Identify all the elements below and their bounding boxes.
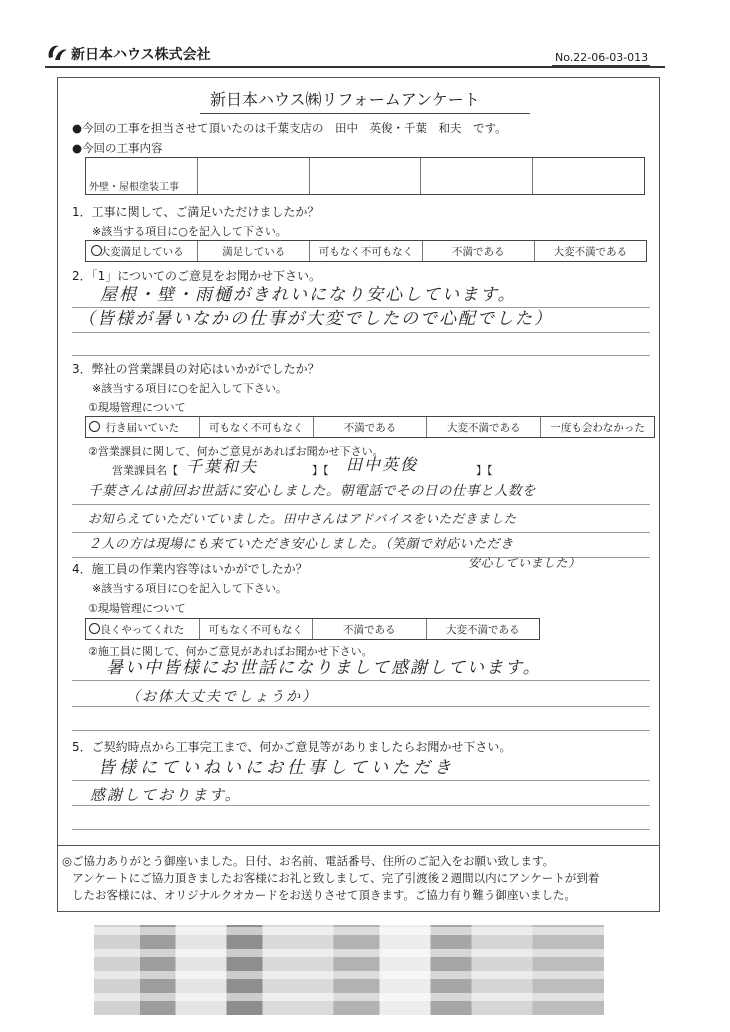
q3-options [85,416,655,438]
q3-answer-line: 安心していました） [468,556,581,570]
q4-selected-circle [89,623,100,634]
answer-rule [72,680,650,681]
q4-answer-line: （お体大丈夫でしょうか） [126,689,318,705]
q1-option[interactable]: 大変不満である [553,245,628,258]
company-logo [45,42,69,68]
q4-option[interactable]: 大変不満である [446,623,520,636]
work-content-table [85,157,645,195]
q3-answer-line: 千葉さんは前回お世話に安心しました。朝電話でその日の仕事と人数を [88,483,536,499]
q2-answer-line: 屋根・壁・雨樋がきれいになり安心しています。 [100,285,517,305]
q2-answer-line: （皆様が暑いなかの仕事が大変でしたので心配でした） [78,309,553,329]
q5-answer-line: 感謝しております。 [90,786,242,804]
q3-sub1: ①現場管理について [88,401,186,414]
company-name: 新日本ハウス株式会社 [71,47,211,63]
work-cell [533,158,644,194]
q1-option[interactable]: 大変満足している [86,241,198,261]
work-label: ●今回の工事内容 [72,141,163,155]
intro-text: ●今回の工事を担当させて頂いたのは千葉支店の 田中 英俊・千葉 和夫 です。 [72,121,507,135]
q5-title: 5．ご契約時点から工事完工まで、何かご意見等がありましたらお聞かせ下さい。 [72,740,512,754]
q1-note: ※該当する項目に○を記入して下さい。 [92,225,287,238]
answer-rule [72,355,650,356]
q3-option[interactable]: 大変不満である [427,417,541,437]
q3-option[interactable]: 不満である [314,417,428,437]
q2-title: 2．「1」についてのご意見をお聞かせ下さい。 [72,269,322,283]
q3-note: ※該当する項目に○を記入して下さい。 [92,382,287,395]
work-cell [421,158,533,194]
answer-rule [72,307,650,308]
q4-answer-line: 暑い中皆様にお世話になりまして感謝しています。 [106,658,542,678]
q1-option[interactable]: 満足している [198,241,310,261]
work-cell [86,158,198,194]
staff-name-2: 田中英俊 [346,455,419,474]
q4-sub1: ①現場管理について [88,602,186,615]
q1-option[interactable]: 不満である [423,241,535,261]
answer-rule [72,706,650,707]
survey-title: 新日本ハウス㈱リフォームアンケート [210,90,480,109]
q5-answer-line: 皆様にていねいにお仕事していただき [98,758,455,778]
footer-text: アンケートにご協力頂きましたお客様にお礼と致しまして、完了引渡後２週間以内にアンケートが到着 [72,871,600,885]
doc-number-underline [552,65,650,66]
title-underline [200,113,530,114]
q4-sub2: ②施工員に関して、何かご意見があればお聞かせ下さい。 [88,645,373,658]
footer-separator [57,845,660,846]
q3-answer-line: ２人の方は現場にも来ていただき安心しました。（笑顔で対応いただき [88,537,514,552]
header-rule [45,66,665,68]
q3-answer-line: お知らえていただいていました。田中さんはアドバイスをいただきました [88,511,517,526]
answer-rule [72,780,650,781]
staff-name-1: 千葉和夫 [186,457,259,476]
q3-title: 3．弊社の営業課員の対応はいかがでしたか？ [72,362,320,376]
q4-option[interactable]: 不満である [313,619,427,639]
q4-title: 4．施工員の作業内容等はいかがでしたか？ [72,562,308,576]
document-number: No.22-06-03-013 [555,51,649,64]
q1-option[interactable]: 可もなく不可もなく [310,241,422,261]
answer-rule [72,504,650,505]
q4-note: ※該当する項目に○を記入して下さい。 [92,582,287,595]
answer-rule [72,805,650,806]
answer-rule [72,829,650,830]
footer-text: したお客様には、オリジナルクオカードをお送りさせて頂きます。ご協力有り難う御座いました。 [72,888,576,902]
q1-options [85,240,647,262]
q3-option[interactable]: 可もなく不可もなく [200,417,314,437]
q1-title: 1．工事に関して、ご満足いただけましたか？ [72,205,320,219]
q4-option[interactable]: 良くやってくれた [86,619,200,639]
staff-bracket-mid: 】【 [312,464,329,477]
answer-rule [72,532,650,533]
staff-bracket-end: 】【 [476,464,493,477]
q4-options [85,618,540,640]
q3-selected-circle [89,421,100,432]
q1-selected-circle [91,245,102,256]
q3-sub2: ②営業課員に関して、何かご意見があればお聞かせ下さい。 [88,445,384,458]
q3-option[interactable]: 一度も会わなかった [550,421,645,434]
work-item: 外壁・屋根塗装工事 [89,182,179,193]
work-cell [198,158,310,194]
work-cell [310,158,422,194]
staff-label: 営業課員名【 [112,464,178,477]
redacted-personal-info-overlay [94,925,604,1015]
q4-option[interactable]: 可もなく不可もなく [200,619,314,639]
answer-rule [72,332,650,333]
answer-rule [72,730,650,731]
footer-text: ◎ご協力ありがとう御座いました。日付、お名前、電話番号、住所のご記入をお願い致します。 [62,854,555,868]
q3-option[interactable]: 行き届いていた [86,417,200,437]
